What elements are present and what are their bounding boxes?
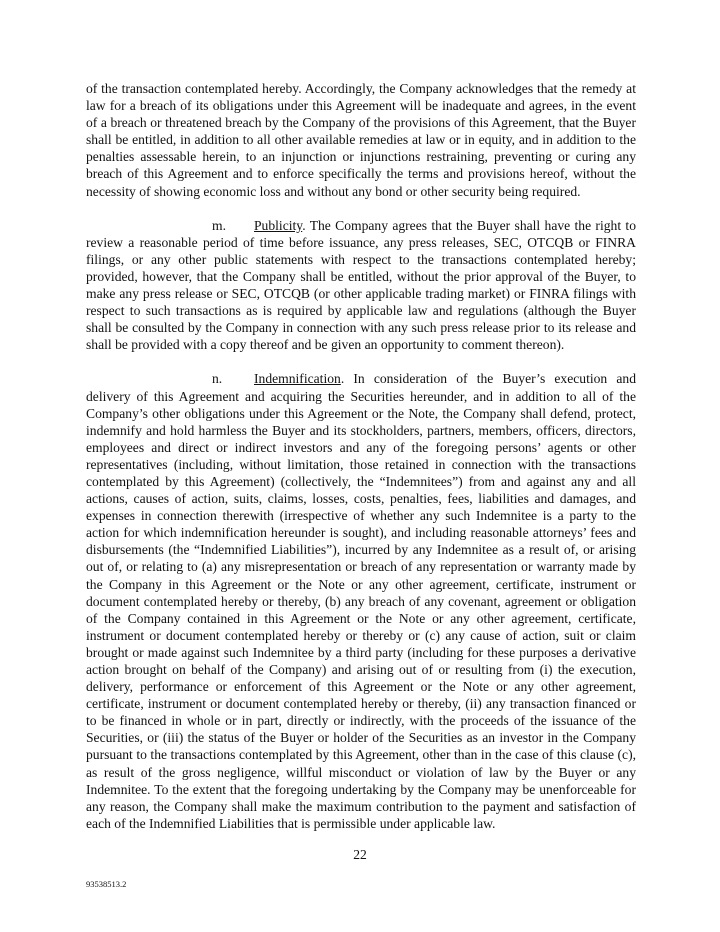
section-heading: Indemnification (254, 371, 341, 387)
continuation-paragraph: of the transaction contemplated hereby. Accordingly, the Company acknowledges that the remedy at law for a breach of its obligations under this Agreement will be inadequate and agrees, in the event of a breach or threatened breach by the Company of the provisions of this Agreement, that the Buyer shall be entitled, in addition to all other available remedies at law or in equity, and in addition to the penalties assessable herein, to an injunction or injunctions restraining, preventing or curing any breach of this Agreement and to enforce specifically the terms and provisions hereof, without the necessity of showing economic loss and without any bond or other security being required. (86, 81, 636, 199)
page-number: 22 (353, 847, 367, 862)
section-heading: Publicity (254, 217, 303, 233)
section-n-indemnification (86, 370, 636, 832)
section-letter: m. (212, 217, 226, 233)
document-id: 93538513.2 (86, 879, 127, 889)
document-body (86, 80, 636, 849)
section-text: . The Company agrees that the Buyer shall have the right to review a reasonable period of time before issuance, any press releases, SEC, OTCQB or FINRA filings, or any other public statements with respect to the transactions contemplated hereby; provided, however, that the Company shall be entitled, without the prior approval of the Buyer, to make any press release or SEC, OTCQB (or other applicable trading market) or FINRA filings with respect to such transactions as is required by applicable law and regulations (although the Buyer shall be consulted by the Company in connection with any such press release prior to its release and shall be provided with a copy thereof and be given an opportunity to comment thereon). (86, 217, 636, 353)
section-text: . In consideration of the Buyer’s execution and delivery of this Agreement and acquiring the Securities hereunder, and in addition to all of the Company’s other obligations under this Agreement or the Note, the Company shall defend, protect, indemnify and hold harmless the Buyer and its stockholders, partners, members, officers, directors, employees and direct or indirect investors and any of the foregoing persons’ agents or other representatives (including, without limitation, those retained in connection with the transactions contemplated by this Agreement) (collectively, the “Indemnitees”) from and against any and all actions, causes of action, suits, claims, losses, costs, penalties, fees, liabilities and damages, and expenses in connection therewith (irrespective of whether any such Indemnitee is a party to the action for which indemnification hereunder is sought), and including reasonable attorneys’ fees and disbursements (the “Indemnified Liabilities”), incurred by any Indemnitee as a result of, or arising out of, or relating to (a) any misrepresentation or breach of any representation or warranty made by the Company in this Agreement or the Note or any other agreement, certificate, instrument or document contemplated hereby or thereby, (b) any breach of any covenant, agreement or obligation of the Company contained in this Agreement or the Note or any other agreement, certificate, instrument or document contemplated hereby or thereby or (c) any cause of action, suit or claim brought or made against such Indemnitee by a third party (including for these purposes a derivative action brought on behalf of the Company) and arising out of or resulting from (i) the execution, delivery, performance or enforcement of this Agreement or the Note or any other agreement, certificate, instrument or document contemplated hereby or thereby, (ii) any transaction financed or to be financed in whole or in part, directly or indirectly, with the proceeds of the issuance of the Securities, or (iii) the status of the Buyer or holder of the Securities as an investor in the Company pursuant to the transactions contemplated by this Agreement, other than in the case of this clause (c), as result of the gross negligence, willful misconduct or violation of law by the Buyer or any Indemnitee. To the extent that the foregoing undertaking by the Company may be unenforceable for any reason, the Company shall make the maximum contribution to the payment and satisfaction of each of the Indemnified Liabilities that is permissible under applicable law. (86, 371, 636, 831)
section-letter: n. (212, 371, 223, 387)
section-m-publicity (86, 217, 636, 354)
